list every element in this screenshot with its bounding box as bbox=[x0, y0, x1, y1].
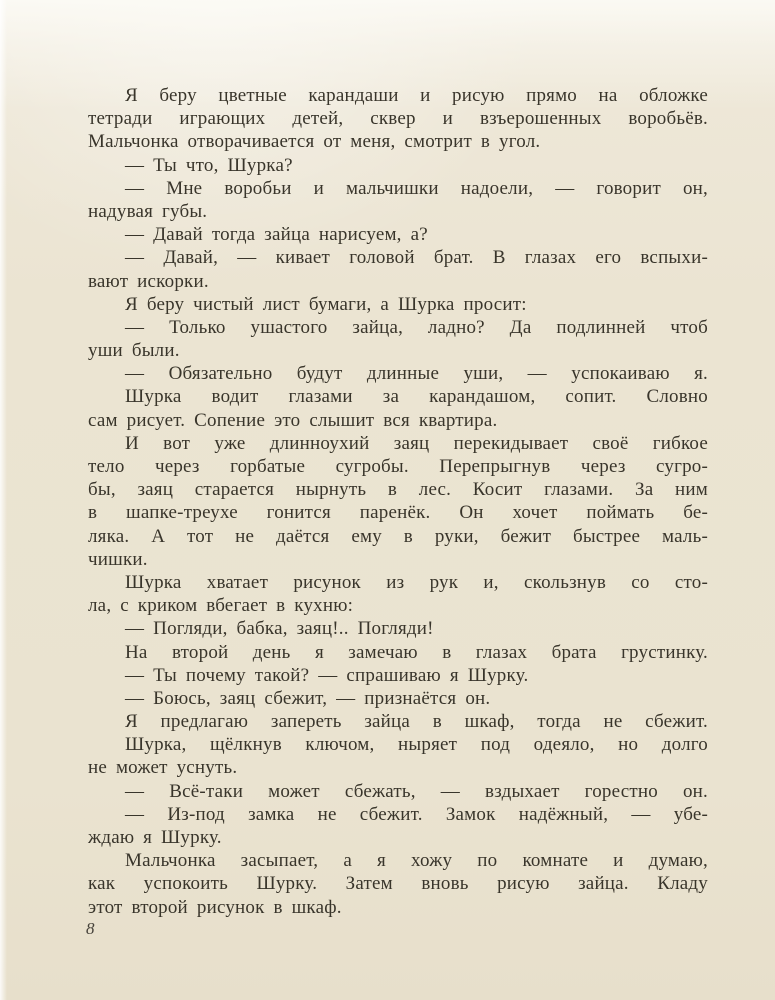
text-line: чишки. bbox=[88, 548, 148, 570]
text-line: — Давай тогда зайца нарисуем, а? bbox=[125, 224, 428, 246]
text-line: Я предлагаю запереть зайца в шкаф, тогда не сбежит. bbox=[125, 711, 708, 733]
text-line: — Только ушастого зайца, ладно? Да подлинней чтоб bbox=[125, 316, 708, 338]
text-line: Шурка водит глазами за карандашом, сопит. Словно bbox=[125, 386, 708, 408]
text-line: — Из-под замка не сбежит. Замок надёжный, — убе- bbox=[125, 803, 708, 825]
text-line: не может уснуть. bbox=[88, 757, 238, 779]
text-line: — Давай, — кивает головой брат. В глазах его вспыхи- bbox=[125, 247, 708, 269]
text-line: — Обязательно будут длинные уши, — успокаиваю я. bbox=[125, 363, 708, 385]
text-line: И вот уже длинноухий заяц перекидывает своё гибкое bbox=[125, 432, 708, 454]
text-line: На второй день я замечаю в глазах брата грустинку. bbox=[125, 641, 708, 663]
text-line: Мальчонка засыпает, а я хожу по комнате и думаю, bbox=[125, 850, 708, 872]
text-line: — Всё-таки может сбежать, — вздыхает горестно он. bbox=[125, 780, 708, 802]
text-line: — Ты почему такой? — спрашиваю я Шурку. bbox=[125, 664, 529, 686]
text-line: Шурка, щёлкнув ключом, ныряет под одеяло, но долго bbox=[125, 734, 708, 756]
text-line: — Ты что, Шурка? bbox=[125, 154, 293, 176]
text-line: ляка. А тот не даётся ему в руки, бежит быстрее маль- bbox=[88, 525, 708, 547]
text-line: — Боюсь, заяц сбежит, — признаётся он. bbox=[125, 687, 491, 709]
text-line: ждаю я Шурку. bbox=[88, 827, 222, 848]
text-line: уши были. bbox=[88, 340, 180, 362]
text-line: Я беру цветные карандаши и рисую прямо на обложке bbox=[125, 85, 708, 106]
text-line: тетради играющих детей, сквер и взъерошенных воробьёв. bbox=[88, 108, 708, 130]
text-line: как успокоить Шурку. Затем вновь рисую зайца. Кладу bbox=[88, 873, 708, 895]
text-line: вают искорки. bbox=[88, 270, 209, 292]
text-line: сам рисует. Сопение это слышит вся квартира. bbox=[88, 409, 498, 431]
text-line: Мальчонка отворачивается от меня, смотрит в угол. bbox=[88, 131, 541, 153]
text-line: — Мне воробьи и мальчишки надоели, — говорит он, bbox=[125, 177, 708, 199]
text-line: Шурка хватает рисунок из рук и, скользнув со сто- bbox=[125, 571, 708, 593]
text-line: бы, заяц старается нырнуть в лес. Косит глазами. За ним bbox=[88, 479, 708, 501]
text-line: тело через горбатые сугробы. Перепрыгнув через сугро- bbox=[88, 456, 708, 477]
text-line: ла, с криком вбегает в кухню: bbox=[88, 595, 354, 617]
page-number: 8 bbox=[86, 919, 95, 938]
text-line: Я беру чистый лист бумаги, а Шурка просит: bbox=[125, 293, 527, 315]
text-line: в шапке-треухе гонится паренёк. Он хочет поймать бе- bbox=[88, 502, 708, 524]
text-line: надувая губы. bbox=[88, 200, 208, 222]
text-line: этот второй рисунок в шкаф. bbox=[88, 896, 342, 918]
text-line: — Погляди, бабка, заяц!.. Погляди! bbox=[125, 618, 434, 640]
text-block bbox=[88, 84, 708, 919]
